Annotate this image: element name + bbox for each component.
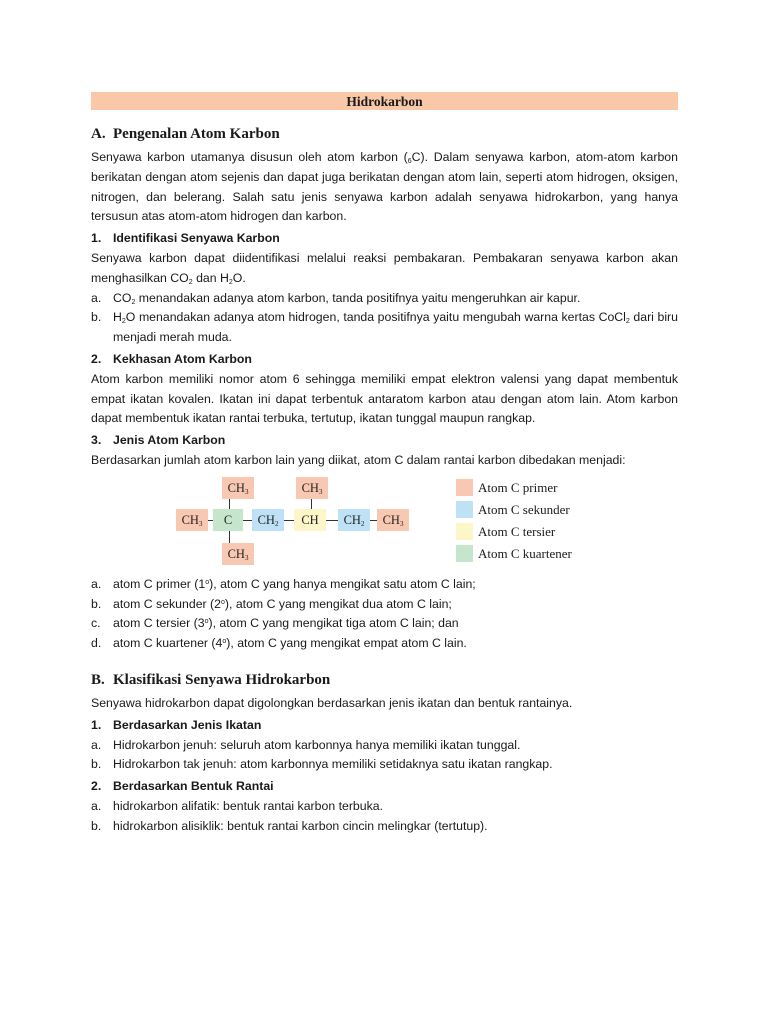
bond-line bbox=[229, 531, 230, 543]
atom-c-quaternary: C bbox=[213, 509, 243, 531]
subsection-identifikasi-text: Senyawa karbon dapat diidentifikasi melalui reaksi pembakaran. Pembakaran senyawa karbon akan menghasilkan $CO_2$ dan $H_2O$. bbox=[91, 250, 678, 286]
list-item: a. hidrokarbon alifatik: bentuk rantai karbon terbuka. bbox=[91, 798, 384, 813]
subsection-bentuk-rantai-heading: 2. Berdasarkan Bentuk Rantai bbox=[91, 779, 274, 794]
bond-line bbox=[370, 520, 377, 521]
bond-line bbox=[208, 520, 213, 521]
subsection-jenis-heading: 3. Jenis Atom Karbon bbox=[91, 433, 226, 448]
subsection-jenis-ikatan-heading: 1. Berdasarkan Jenis Ikatan bbox=[91, 717, 262, 732]
section-b-intro: Senyawa hidrokarbon dapat digolongkan berdasarkan jenis ikatan dan bentuk rantainya. bbox=[91, 695, 573, 710]
bond-line bbox=[311, 499, 312, 509]
document-page bbox=[91, 92, 678, 837]
legend-swatch-tersier bbox=[456, 523, 473, 540]
bond-line bbox=[284, 520, 294, 521]
list-item: c. atom C tersier (3$^o$), atom C yang mengikat tiga atom C lain; dan bbox=[91, 616, 459, 631]
atom-ch2-2: $CH_2$ bbox=[338, 509, 370, 531]
atom-ch-tertiary: CH bbox=[294, 509, 326, 531]
list-item: b. hidrokarbon alisiklik: bentuk rantai karbon cincin melingkar (tertutup). bbox=[91, 818, 488, 833]
legend-swatch-kuartener bbox=[456, 545, 473, 562]
atom-ch2-1: $CH_2$ bbox=[252, 509, 284, 531]
document-title: Hidrokarbon bbox=[91, 92, 678, 110]
list-item: a. $CO_2$ menandakan adanya atom karbon, tanda positifnya yaitu mengeruhkan air kapur. bbox=[91, 290, 581, 306]
subsection-jenis-text: Berdasarkan jumlah atom karbon lain yang diikat, atom C dalam rantai karbon dibedakan menjadi: bbox=[91, 452, 626, 467]
bond-line bbox=[229, 499, 230, 509]
carbon-chain-diagram: $CH_3$ $CH_3$ $CH_3$ C $CH_2$ CH $CH_2$ $CH_3$ $CH_3$ Atom C primer Atom C sekunder Atom C tersier Atom C kuartener bbox=[91, 473, 678, 571]
subsection-kekhasan-text: Atom karbon memiliki nomor atom 6 sehingga memiliki empat elektron valensi yang dapat membentuk empat ikatan kovalen. Ikatan ini dapat terbentuk antaratom karbon atau dengan atom lain. Atom karbon dapat membentuk ikatan rantai terbuka, tertutup, ikatan tunggal maupun rangkap. bbox=[91, 371, 678, 426]
list-item: b. Hidrokarbon tak jenuh: atom karbonnya memiliki setidaknya satu ikatan rangkap. bbox=[91, 757, 553, 772]
legend-swatch-sekunder bbox=[456, 501, 473, 518]
list-item: a. Hidrokarbon jenuh: seluruh atom karbonnya hanya memiliki ikatan tunggal. bbox=[91, 737, 521, 752]
bond-line bbox=[326, 520, 338, 521]
list-item: b. $H_2O$ menandakan adanya atom hidrogen, tanda positifnya yaitu mengubah warna kertas CoCl$_2$ dari biru menjadi merah muda. bbox=[91, 310, 678, 345]
subsection-kekhasan-heading: 2. Kekhasan Atom Karbon bbox=[91, 351, 252, 366]
list-item: b. atom C sekunder (2$^o$), atom C yang mengikat dua atom C lain; bbox=[91, 596, 452, 611]
subsection-identifikasi-heading: 1. Identifikasi Senyawa Karbon bbox=[91, 231, 280, 246]
list-item: d. atom C kuartener (4$^o$), atom C yang mengikat empat atom C lain. bbox=[91, 636, 467, 651]
section-b-heading: B. Klasifikasi Senyawa Hidrokarbon bbox=[91, 671, 331, 688]
legend-swatch-primer bbox=[456, 479, 473, 496]
atom-ch3-top-1: $CH_3$ bbox=[222, 477, 254, 499]
atom-ch3-left: $CH_3$ bbox=[176, 509, 208, 531]
atom-ch3-top-2: $CH_3$ bbox=[296, 477, 328, 499]
section-a-heading: A. Pengenalan Atom Karbon bbox=[91, 126, 280, 142]
bond-line bbox=[243, 520, 252, 521]
atom-ch3-right: $CH_3$ bbox=[377, 509, 409, 531]
atom-ch3-bottom: $CH_3$ bbox=[222, 543, 254, 565]
section-a-intro: Senyawa karbon utamanya disusun oleh atom karbon $(_6C)$. Dalam senyawa karbon, atom-atom karbon berikatan dengan atom sejenis dan dapat juga berikatan dengan atom lain, seperti atom hidrogen, oksigen, nitrogen, dan belerang. Salah satu jenis senyawa karbon adalah senyawa hidrokarbon, yang hanya tersusun atas atom-atom hidrogen dan karbon. bbox=[91, 150, 678, 224]
list-item: a. atom C primer (1$^o$), atom C yang hanya mengikat satu atom C lain; bbox=[91, 576, 476, 591]
